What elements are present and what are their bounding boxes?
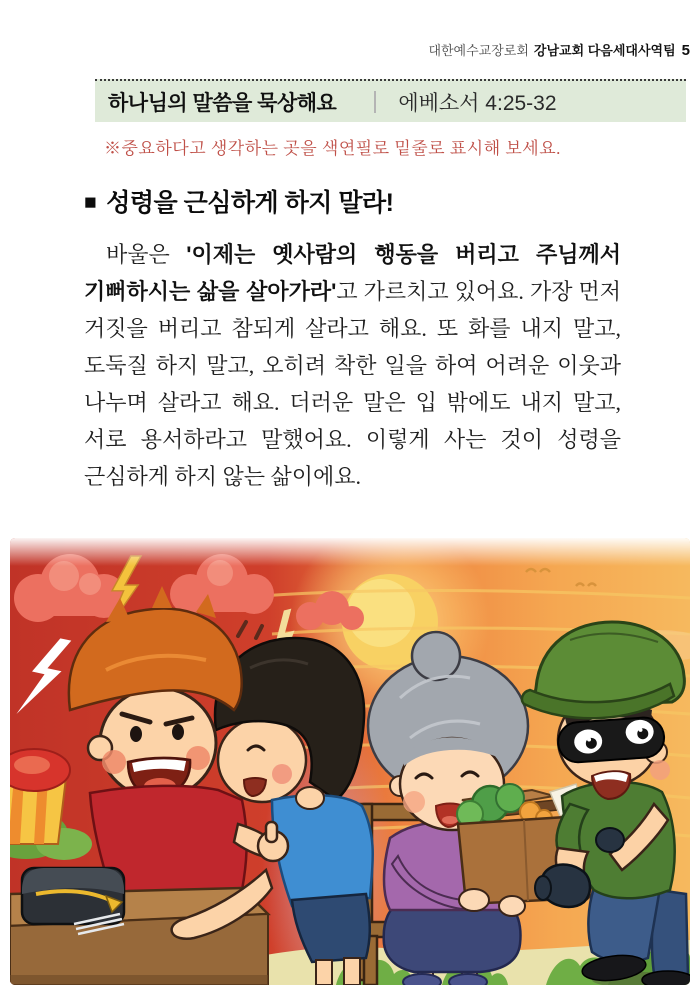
square-bullet-icon: ■ xyxy=(84,191,97,214)
hand-on-shoulder xyxy=(296,787,324,809)
instruction-note: ※중요하다고 생각하는 곳을 색연필로 밑줄로 표시해 보세요. xyxy=(104,139,561,158)
illustration xyxy=(10,538,690,985)
shoe xyxy=(642,971,690,985)
body-paragraph xyxy=(84,236,621,495)
eye-mask xyxy=(557,716,666,763)
banner-title: 하나님의 말씀을 묵상해요 xyxy=(108,91,337,115)
paragraph-lead: 바울은 xyxy=(106,242,187,267)
paragraph-rest: 고 가르치고 있어요. 가장 먼저 거짓을 버리고 참되게 살라고 해요. 또 화를 내지 말고, 도둑질 하지 말고, 오히려 착한 일을 하여 어려운 이웃과 나누며 살라고 해요. 더러운 말은 입 밖에도 내지 말고, 서로 용서하라고 말했어요. 이렇게 사는 것이 성령을 근심하게 하지 않는 삶이에요. xyxy=(84,279,621,489)
grandma-shoe xyxy=(449,974,487,985)
grandma-skirt xyxy=(384,902,521,972)
section-title: 성령을 근심하게 하지 말라! xyxy=(106,189,394,217)
paragraph-quote: '이제는 옛사람의 행동을 버리고 주님께서 기뻐하시는 삶을 살아가라' xyxy=(84,242,621,304)
thumbs-up-icon xyxy=(266,822,277,842)
grandma-shoe xyxy=(403,974,441,985)
page-number: 5 xyxy=(681,42,690,59)
scripture-reference: 에베소서 4:25-32 xyxy=(398,91,557,115)
pencil-case xyxy=(22,868,124,934)
grandma-hand xyxy=(499,896,525,916)
glove xyxy=(596,828,624,852)
scripture-banner xyxy=(95,79,686,122)
section-heading xyxy=(84,183,394,219)
grandma-hand xyxy=(459,889,489,911)
divider xyxy=(374,91,376,113)
denomination-label: 대한예수교장로회 xyxy=(428,43,529,58)
church-team-label: 강남교회 다음세대사역팀 xyxy=(533,43,676,58)
top-fade xyxy=(10,538,690,566)
page-header xyxy=(428,40,690,59)
